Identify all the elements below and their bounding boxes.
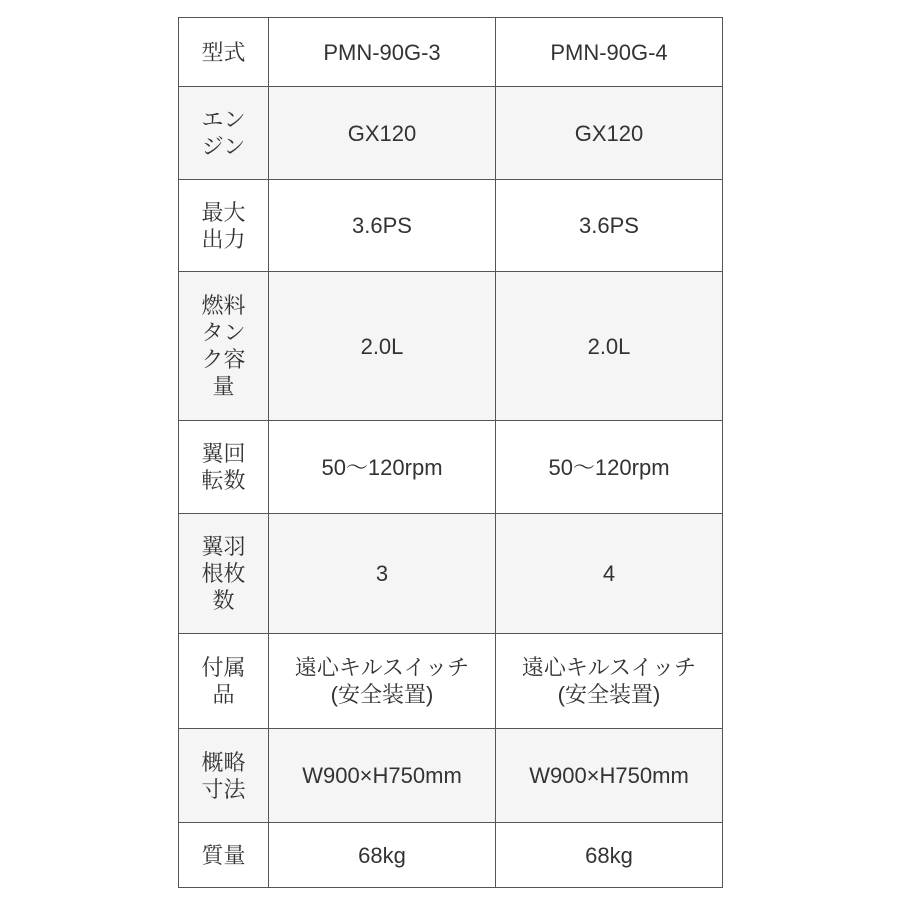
spec-row-engine	[179, 87, 723, 180]
spec-row-blade-rpm	[179, 421, 723, 514]
value-blade-rpm-1: 50～120rpm	[269, 421, 496, 514]
value-blade-count-1: 3	[269, 514, 496, 634]
row-label-engine: エンジン	[179, 87, 269, 180]
spec-row-weight	[179, 823, 723, 888]
value-engine-1: GX120	[269, 87, 496, 180]
value-accessories-2: 遠心キルスイッチ (安全装置)	[496, 634, 723, 729]
value-weight-2: 68kg	[496, 823, 723, 888]
value-max-output-1: 3.6PS	[269, 180, 496, 272]
row-label-model: 型式	[179, 18, 269, 87]
value-fuel-tank-2: 2.0L	[496, 272, 723, 421]
row-label-blade-rpm: 翼回転数	[179, 421, 269, 514]
row-label-max-output: 最大出力	[179, 180, 269, 272]
value-blade-count-2: 4	[496, 514, 723, 634]
value-model-1: PMN-90G-3	[269, 18, 496, 87]
row-label-accessories: 付属品	[179, 634, 269, 729]
row-label-weight: 質量	[179, 823, 269, 888]
spec-row-accessories	[179, 634, 723, 729]
row-label-dimensions: 概略寸法	[179, 729, 269, 823]
value-weight-1: 68kg	[269, 823, 496, 888]
row-label-fuel-tank: 燃料タンク容量	[179, 272, 269, 421]
spec-row-model	[179, 18, 723, 87]
row-label-blade-count: 翼羽根枚数	[179, 514, 269, 634]
value-dimensions-2: W900×H750mm	[496, 729, 723, 823]
value-dimensions-1: W900×H750mm	[269, 729, 496, 823]
value-accessories-1: 遠心キルスイッチ (安全装置)	[269, 634, 496, 729]
spec-row-fuel-tank	[179, 272, 723, 421]
spec-row-dimensions	[179, 729, 723, 823]
value-max-output-2: 3.6PS	[496, 180, 723, 272]
value-fuel-tank-1: 2.0L	[269, 272, 496, 421]
spec-row-max-output	[179, 180, 723, 272]
spec-row-blade-count	[179, 514, 723, 634]
value-blade-rpm-2: 50～120rpm	[496, 421, 723, 514]
value-engine-2: GX120	[496, 87, 723, 180]
spec-table	[178, 17, 723, 888]
value-model-2: PMN-90G-4	[496, 18, 723, 87]
